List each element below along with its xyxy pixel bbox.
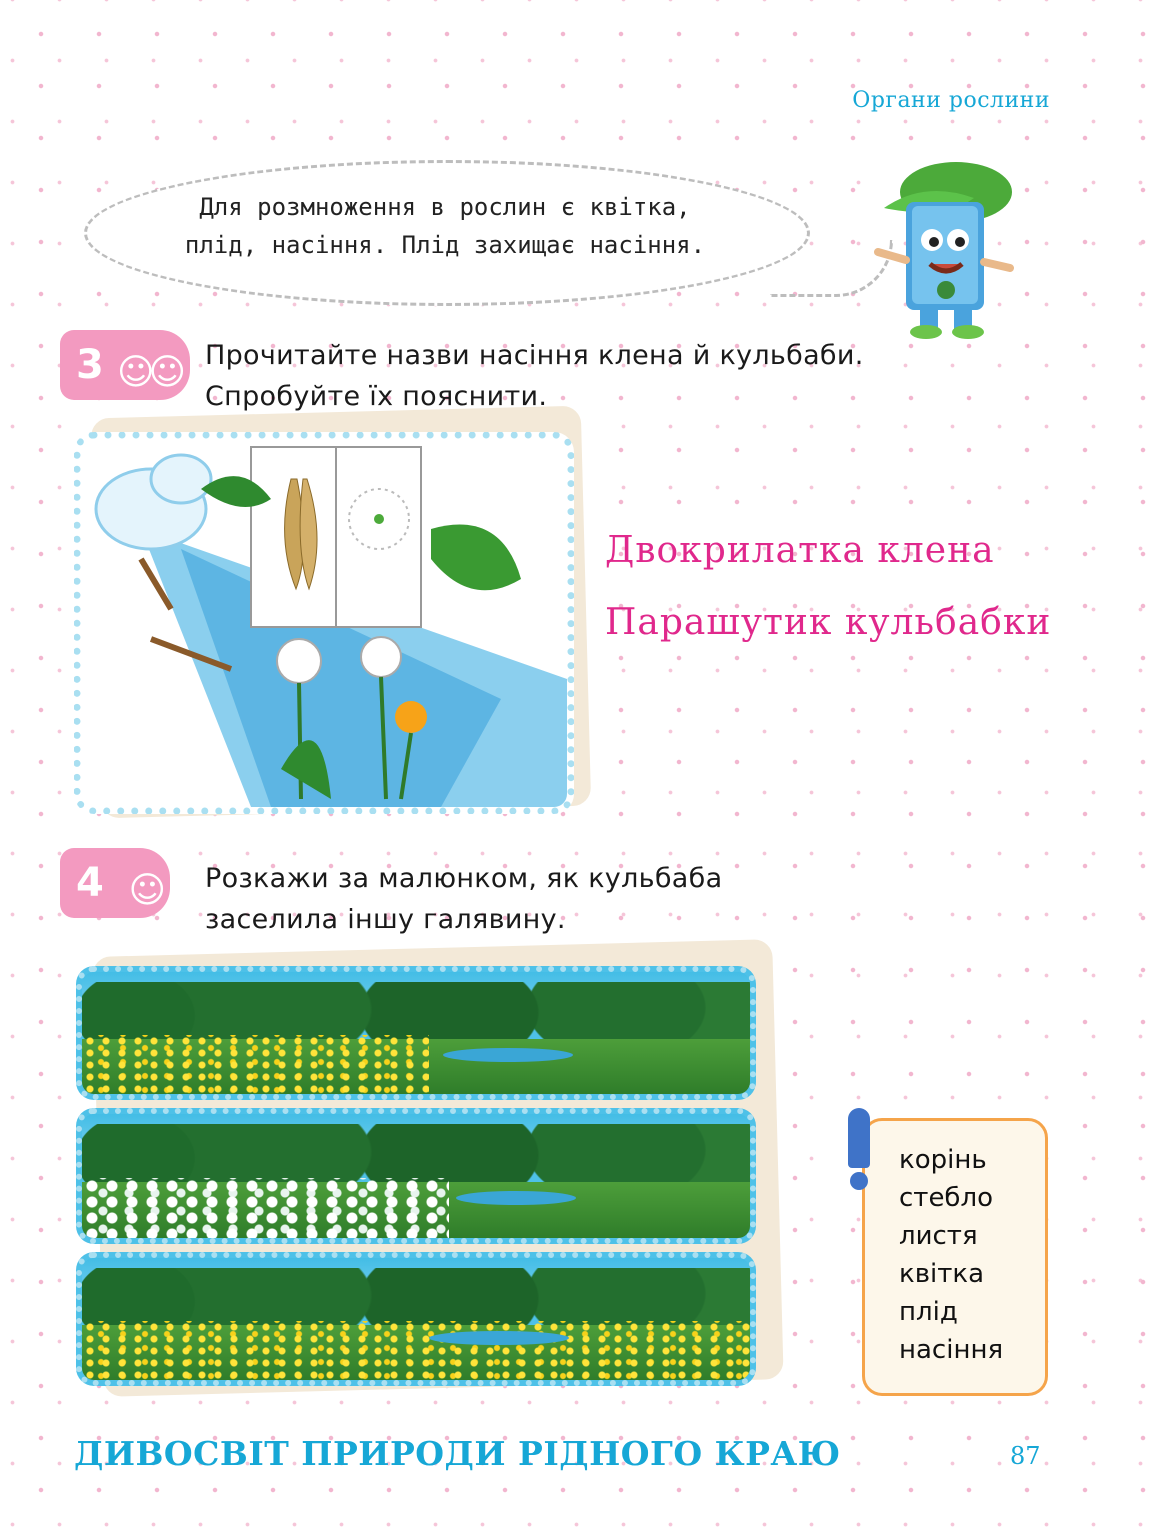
task-3-number: 3 [76,342,104,388]
task-4-line-2: заселила іншу галявину. [205,904,566,935]
memo-item-fruit: плід [899,1297,958,1327]
exclamation-icon [848,1108,870,1168]
footer-title: ДИВОСВІТ ПРИРОДИ РІДНОГО КРАЮ [74,1434,841,1473]
task-4-number: 4 [76,860,104,906]
task-3-text [205,335,864,417]
section-title: Органи рослини [852,88,1050,113]
seeds-illustration-frame [74,432,574,814]
page-number: 87 [1010,1442,1041,1470]
maple-dandelion-seeds-illustration [81,439,567,807]
task-4-badge [60,848,170,918]
term-dandelion-seed: Парашутик кульбабки [605,602,1052,643]
meadow-scene-3 [76,1252,756,1386]
memo-item-stem: стебло [899,1183,993,1213]
task-3-line-1: Прочитайте назви насіння клена й кульбаби. [205,340,864,371]
speech-line-1: Для розмноження в рослин є квітка, [199,193,691,221]
meadow-scene-2 [76,1108,756,1244]
task-3-line-2: Спробуйте їх пояснити. [205,381,548,412]
kids-faces-icon: ☺☺ [116,352,180,393]
speech-line-2: плід, насіння. Плід захищає насіння. [184,231,706,259]
task-4-text [205,858,722,940]
kid-face-icon: ☺ [128,870,160,911]
mascot-book-character [864,150,1024,340]
memo-item-flower: квітка [899,1259,985,1289]
exclamation-dot [850,1172,868,1190]
speech-text [110,188,780,264]
memo-item-leaves: листя [899,1221,978,1251]
meadow-scene-1 [76,966,756,1100]
task-3-badge [60,330,190,400]
task-4-line-1: Розкажи за малюнком, як кульбаба [205,863,723,894]
memo-item-seeds: насіння [899,1335,1004,1365]
memo-item-root: корінь [899,1145,987,1175]
term-maple-seed: Двокрилатка клена [605,530,995,571]
plant-organs-memo [862,1118,1048,1396]
